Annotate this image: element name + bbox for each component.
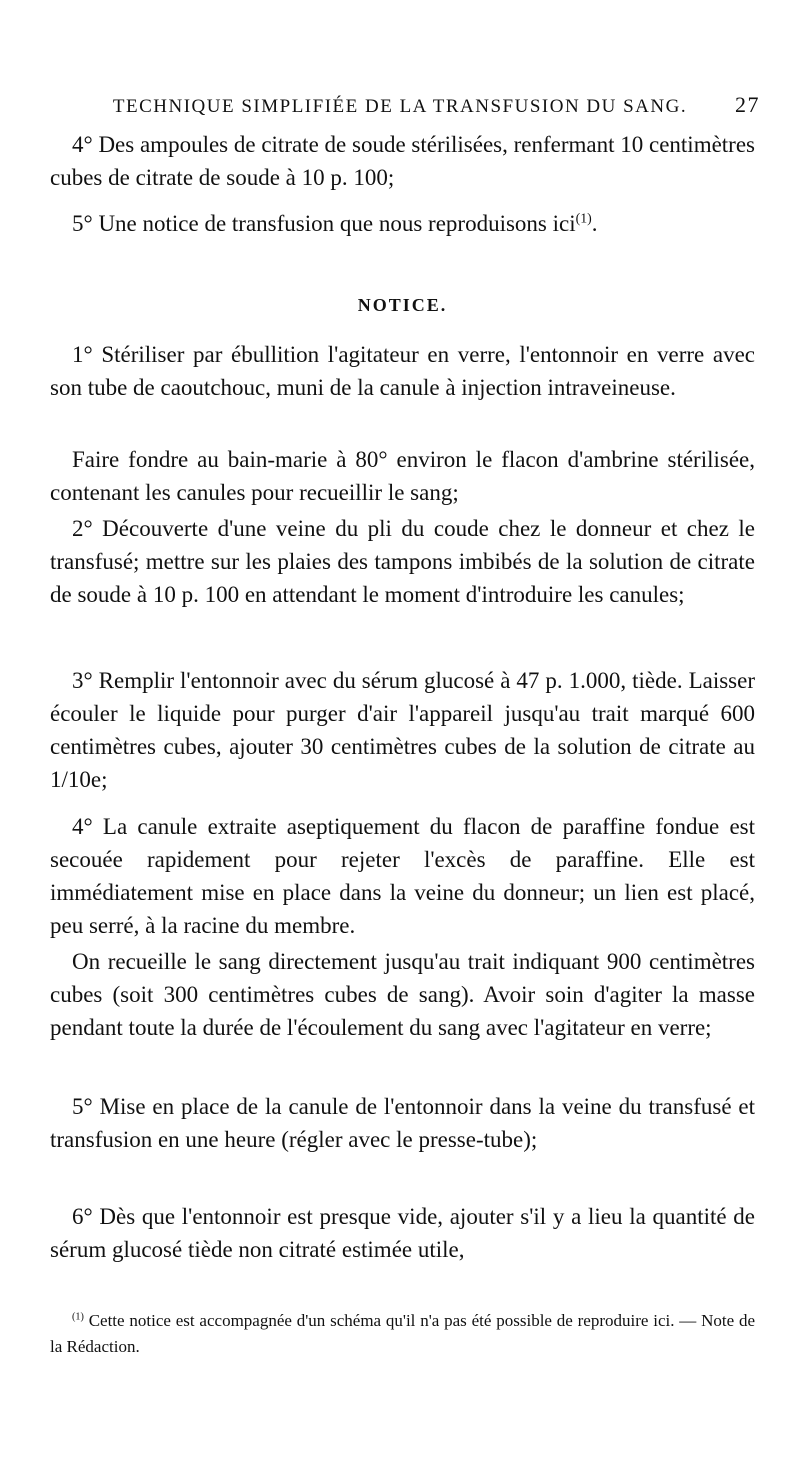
notice-step-5: 5° Mise en place de la canule de l'entonnoir dans la veine du transfusé et transfusion en une heure (régler avec le presse-tube);	[50, 1094, 755, 1152]
list-item-5-notice	[50, 207, 755, 240]
footnote-text: Cette notice est accompagnée d'un schéma qu'il n'a pas été possible de reproduire ici. — Note de la Rédaction.	[50, 1311, 755, 1356]
notice-step-4-continued: On recueille le sang directement jusqu'au trait indiquant 900 centimètres cubes (soit 300 centimètres cubes de sang). Avoir soin d'agiter la masse pendant toute la durée de l'écoulement du sang avec l'agitateur en verre;	[50, 949, 755, 1040]
notice-step-2: 2° Découverte d'une veine du pli du coude chez le donneur et chez le transfusé; mettre sur les plaies des tampons imbibés de la solution de citrate de soude à 10 p. 100 en attendant le moment d'introduire les canules;	[50, 516, 755, 607]
footnote	[50, 1308, 755, 1360]
notice-step-6: 6° Dès que l'entonnoir est presque vide, ajouter s'il y a lieu la quantité de sérum glucosé tiède non citraté estimée utile,	[50, 1204, 755, 1262]
footnote-marker: (1)	[72, 1311, 84, 1323]
notice-step-1-continued: Faire fondre au bain-marie à 80° environ le flacon d'ambrine stérilisée, contenant les canules pour recueillir le sang;	[50, 447, 755, 505]
item-end: .	[591, 211, 598, 236]
running-head	[80, 92, 760, 122]
item-text: 4° Des ampoules de citrate de soude stérilisées, renfermant 10 centimètres cubes de citrate de soude à 10 p. 100;	[50, 132, 755, 190]
footnote-reference: (1)	[575, 210, 592, 226]
notice-step-3: 3° Remplir l'entonnoir avec du sérum glucosé à 47 p. 1.000, tiède. Laisser écouler le liquide pour purger d'air l'appareil jusqu'au trait marqué 600 centimètres cubes, ajouter 30 centimètres cubes de la solution de citrate au 1/10e;	[50, 668, 755, 792]
notice-heading: NOTICE.	[357, 295, 448, 315]
running-title: TECHNIQUE SIMPLIFIÉE DE LA TRANSFUSION DU SANG.	[112, 96, 688, 117]
item-text: 5° Une notice de transfusion que nous reproduisons ici	[72, 211, 576, 236]
notice-step-1: 1° Stériliser par ébullition l'agitateur en verre, l'entonnoir en verre avec son tube de caoutchouc, muni de la canule à injection intraveineuse.	[50, 342, 755, 400]
page-number: 27	[735, 92, 760, 117]
notice-step-4: 4° La canule extraite aseptiquement du flacon de paraffine fondue est secouée rapidement pour rejeter l'excès de paraffine. Elle est immédiatement mise en place dans la veine du donneur; un lien est placé, peu serré, à la racine du membre.	[50, 814, 755, 938]
list-item-4-ampoules	[50, 128, 755, 194]
